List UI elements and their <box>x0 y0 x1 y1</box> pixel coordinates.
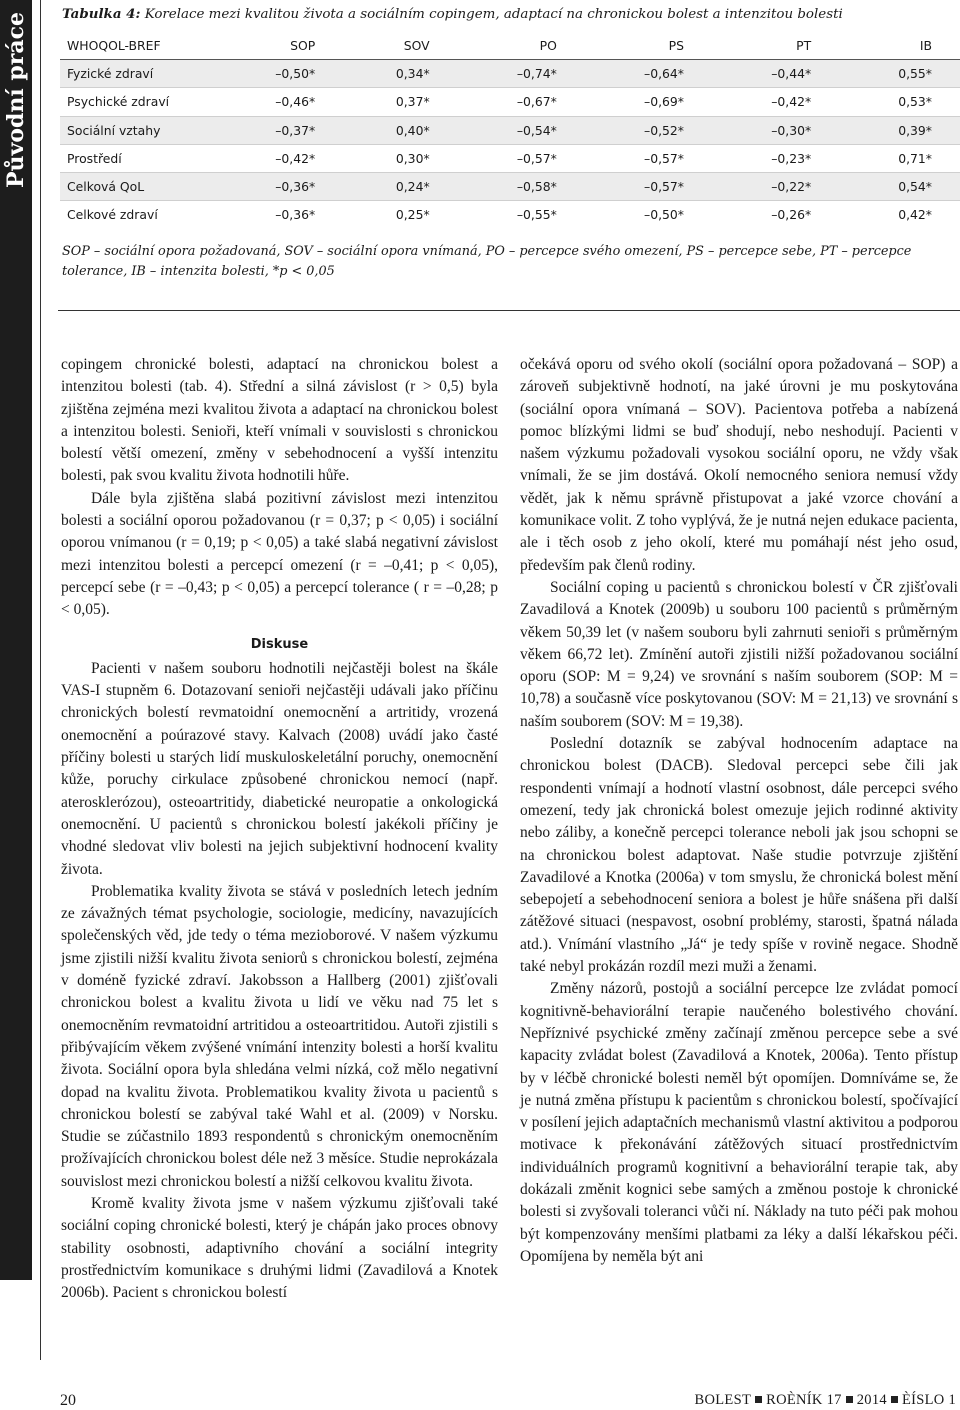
table-header-row <box>60 32 960 60</box>
table-cell: –0,57* <box>579 172 706 200</box>
table-cell: 0,55* <box>833 60 960 88</box>
table-cell: –0,74* <box>452 60 579 88</box>
table-cell: –0,36* <box>210 201 337 229</box>
table-cell: 0,25* <box>337 201 451 229</box>
square-bullet-icon <box>846 1396 853 1403</box>
issue-label: ÈÍSLO 1 <box>901 1392 956 1408</box>
square-bullet-icon <box>755 1396 762 1403</box>
table-cell: –0,23* <box>706 144 833 172</box>
table-cell: Prostředí <box>60 144 210 172</box>
table-cell: 0,24* <box>337 172 451 200</box>
table-cell: –0,57* <box>452 144 579 172</box>
section-label <box>0 0 32 200</box>
table-row <box>60 60 960 88</box>
table-caption-text: Korelace mezi kvalitou života a sociálním copingem, adaptací na chronickou bolest a intenzitou bolesti <box>144 7 843 22</box>
table-block <box>60 0 960 318</box>
section-label-text: Původní práce <box>3 11 29 189</box>
table-cell: –0,46* <box>210 88 337 116</box>
table-cell: –0,52* <box>579 116 706 144</box>
table-cell: Fyzické zdraví <box>60 60 210 88</box>
table-cell: 0,54* <box>833 172 960 200</box>
paragraph: očekává oporu od svého okolí (sociální opora požadovaná – SOP) a zároveň subjektivně hodnotí, na jaké úrovni je mu poskytována (sociální opora vnímaná – SOV). Pacientova potřeba a nabízená pomoc blízkými lidmi se buď shodují, nebo neshodují. Pacienti v našem výzkumu požadovali vysokou sociální oporu, ne vždy však vnímali, že se jim dostává. Okolí nemocného seniora nemusí vždy vědět, jak k němu správně přistupovat a jaké vzorce chování a komunikace volit. Z toho vyplývá, že je nutná nejen edukace pacienta, ale i těch osob z jeho okolí, které mu pomáhají nést jeho osud, především pak členů rodiny. <box>520 356 958 574</box>
margin-rule <box>32 0 44 1360</box>
table-footnote: SOP – sociální opora požadovaná, SOV – sociální opora vnímaná, PO – percepce svého omezení, PS – percepce sebe, PT – percepce tolerance, IB – intenzita bolesti, *p < 0,05 <box>62 244 912 279</box>
section-tab <box>0 0 32 1280</box>
table-row <box>60 201 960 229</box>
table-cell: –0,22* <box>706 172 833 200</box>
table-header-cell: IB <box>833 32 960 60</box>
table-cell: –0,37* <box>210 116 337 144</box>
table-cell: –0,42* <box>706 88 833 116</box>
table-cell: 0,30* <box>337 144 451 172</box>
table-cell: 0,37* <box>337 88 451 116</box>
table-cell: –0,55* <box>452 201 579 229</box>
table-cell: –0,64* <box>579 60 706 88</box>
table-cell: Celkové zdraví <box>60 201 210 229</box>
table-header-cell: WHOQOL-BREF <box>60 32 210 60</box>
table-header-cell: PS <box>579 32 706 60</box>
correlation-table <box>60 32 960 228</box>
table-cell: 0,34* <box>337 60 451 88</box>
table-row <box>60 116 960 144</box>
paragraph: Změny názorů, postojů a sociální percepce lze zvládat pomocí kognitivně-behaviorální terapie naučeného bolestivého chování. Nepříznivé psychické změny začínají změnou percepce sebe a své kapacity zvládat bolest (Zavadilová a Knotek, 2006a). Tento přístup by v léčbě chronické bolesti neměl být opomíjen. Domníváme se, že je nutná změna přístupu k pacientům s chronickou bolestí, spočívající v posílení jejich adaptačních mechanismů vlastní aktivitou a podporou motivace k překonávání zátěžových situací prostřednictvím individuálních programů kognitivní a behaviorální terapie tak, aby dokázali změnit kognici sebe samých a změnou postoje k chronické bolesti si zvyšovali toleranci vůči ní. Náklady na tuto péči pak mohou být kompenzovány menšími platbami za léky a další lékařskou péči. Opomíjena by neměla být ani <box>520 980 958 1265</box>
table-header-cell: PO <box>452 32 579 60</box>
table-cell: 0,71* <box>833 144 960 172</box>
table-cell: Psychické zdraví <box>60 88 210 116</box>
table-header-cell: SOV <box>337 32 451 60</box>
paragraph: Dále byla zjištěna slabá pozitivní závislost mezi intenzitou bolesti a sociální oporou požadovanou (r = 0,37; p < 0,05) i sociální oporou vnímanou (r = 0,19; p < 0,05) a také slabá negativní závislost mezi intenzitou bolesti a percepcí omezení (r = –0,41; p < 0,05), percepcí sebe (r = –0,43; p < 0,05) a percepcí tolerance ( r = –0,28; p < 0,05). <box>61 489 498 619</box>
table-cell: 0,42* <box>833 201 960 229</box>
table-cell: –0,44* <box>706 60 833 88</box>
table-row <box>60 144 960 172</box>
table-cell: –0,54* <box>452 116 579 144</box>
table-cell: –0,69* <box>579 88 706 116</box>
table-cell: –0,67* <box>452 88 579 116</box>
paragraph: Poslední dotazník se zabýval hodnocením adaptace na chronickou bolest (DACB). Sledoval percepci sebe čili jak respondenti vnímají a hodnotí vlastní osobnost, dále percepci svého omezení, tedy jak chronická bolest omezuje jejich rodinné aktivity nebo záliby, a konečně percepci tolerance neboli jak jsou schopni se na chronickou bolest adaptovat. Naše studie potvrzuje zjištění Zavadilové a Knotka (2006a) v tom smyslu, že chronická bolest mění sebepojetí a sebehodnocení seniora a bolest je hůře snášena při další zátěžové situaci (nespavost, osobní problémy, starosti, špatná nálada atd.). Vnímání vlastního „Já“ je tedy spíše v rovině negace. Shodně také nebyl prokázán rozdíl mezi muži a ženami. <box>520 735 958 976</box>
table-header-cell: SOP <box>210 32 337 60</box>
table-cell: –0,26* <box>706 201 833 229</box>
table-caption-label: Tabulka 4: <box>62 6 141 22</box>
table-cell: –0,30* <box>706 116 833 144</box>
paragraph: copingem chronické bolesti, adaptací na chronickou bolest a intenzitou bolesti (tab. 4). Střední a silná závislost (r > 0,5) byla zjištěna zejména mezi kvalitou života a adaptací na chronickou bolest a intenzitou bolesti. Senioři, kteří vnímali v souvislosti s chronickou bolestí větší omezení, změny v sebehodnocení a vyšší intenzitu bolesti, pak svou kvalitu života hodnotili hůře. <box>61 356 498 485</box>
table-cell: 0,53* <box>833 88 960 116</box>
right-column <box>520 354 958 1268</box>
table-row <box>60 172 960 200</box>
table-cell: –0,50* <box>579 201 706 229</box>
table-cell: –0,58* <box>452 172 579 200</box>
running-footer <box>695 1392 956 1409</box>
table-cell: –0,42* <box>210 144 337 172</box>
table-cell: 0,40* <box>337 116 451 144</box>
paragraph: Kromě kvality života jsme v našem výzkumu zjišťovali také sociální coping chronické bolesti, který je chápán jako proces obnovy stability osobnosti, adaptivního chování a sociální integrity prostřednictvím komunikace s druhými lidmi (Zavadilová a Knotek 2006b). Pacient s chronickou bolestí <box>61 1194 498 1302</box>
square-bullet-icon <box>891 1396 898 1403</box>
table-cell: –0,50* <box>210 60 337 88</box>
table-cell: –0,36* <box>210 172 337 200</box>
journal-name: BOLEST <box>694 1392 752 1408</box>
paragraph: Sociální coping u pacientů s chronickou bolestí v ČR zjišťovali Zavadilová a Knotek (2009b) u souboru 100 pacientů s průměrným věkem 50,39 let (v našem souboru byli zahrnuti senioři s průměrným věkem 66,72 let). Zmínění autoři zjistili nižší požadovanou sociální oporu (SOP: M = 9,24) ve srovnání s naším souborem (SOP: M = 10,78) a současně více poskytovanou (SOV: M = 21,13) ve srovnání s naším souborem (SOV: M = 19,38). <box>520 578 958 730</box>
year-label: 2014 <box>856 1392 887 1408</box>
table-cell: Celková QoL <box>60 172 210 200</box>
section-heading: Diskuse <box>250 636 309 652</box>
table-cell: –0,57* <box>579 144 706 172</box>
table-header-cell: PT <box>706 32 833 60</box>
table-caption <box>62 6 843 22</box>
volume-label: ROÈNÍK 17 <box>766 1392 842 1408</box>
table-row <box>60 88 960 116</box>
page-number: 20 <box>60 1392 76 1409</box>
paragraph: Pacienti v našem souboru hodnotili nejčastěji bolest na škále VAS-I stupněm 6. Dotazovaní senioři nejčastěji udávali jako příčinu chronických bolestí revmatoidní onemocnění a artritidy, vrozená onemocnění a poúrazové stavy. Kalvach (2008) uvádí jako časté příčiny bolesti u starých lidí muskuloskeletální poruchy, onemocnění kůže, poruchy cirkulace způsobené chronickou nemocí (např. aterosklerózou), osteoartritidy, diabetické neuropatie a onkologická onemocnění. U pacientů s chronickou bolestí jakékoli příčiny je vhodné sledovat vliv bolesti na jejich subjektivní hodnocení kvality života. <box>61 659 498 878</box>
left-column <box>61 354 498 1304</box>
table-cell: 0,39* <box>833 116 960 144</box>
table-cell: Sociální vztahy <box>60 116 210 144</box>
paragraph: Problematika kvality života se stává v posledních letech jedním ze závažných témat psychologie, sociologie, medicíny, navazujících společenských věd, jde tedy o téma mezioborové. V našem výzkumu jsme zjistili nižší kvalitu života seniorů s chronickou bolestí, zejména v doméně fyzické zdraví. Jakobsson a Hallberg (2001) zjišťovali chronickou bolest a kvalitu života u lidí ve věku nad 75 let s onemocněním revmatoidní artritidou a osteoartritidou. Autoři zjistili s přibývajícím věkem zvýšené vnímání intenzity bolesti a horší kvalitu života. Sociální opora byla shledána velmi nízká, což mělo negativní dopad na kvalitu života. Problematikou kvality života u pacientů s chronickou bolestí se zabýval také Wahl et al. (2009) v Norsku. Studie se zúčastnilo 1893 respondentů s chronickým onemocněním prožívajících chronickou bolest déle než 3 měsíce. Studie neprokázala souvislost mezi chronickou bolestí a nižší celkovou kvalitu života. <box>61 882 498 1190</box>
